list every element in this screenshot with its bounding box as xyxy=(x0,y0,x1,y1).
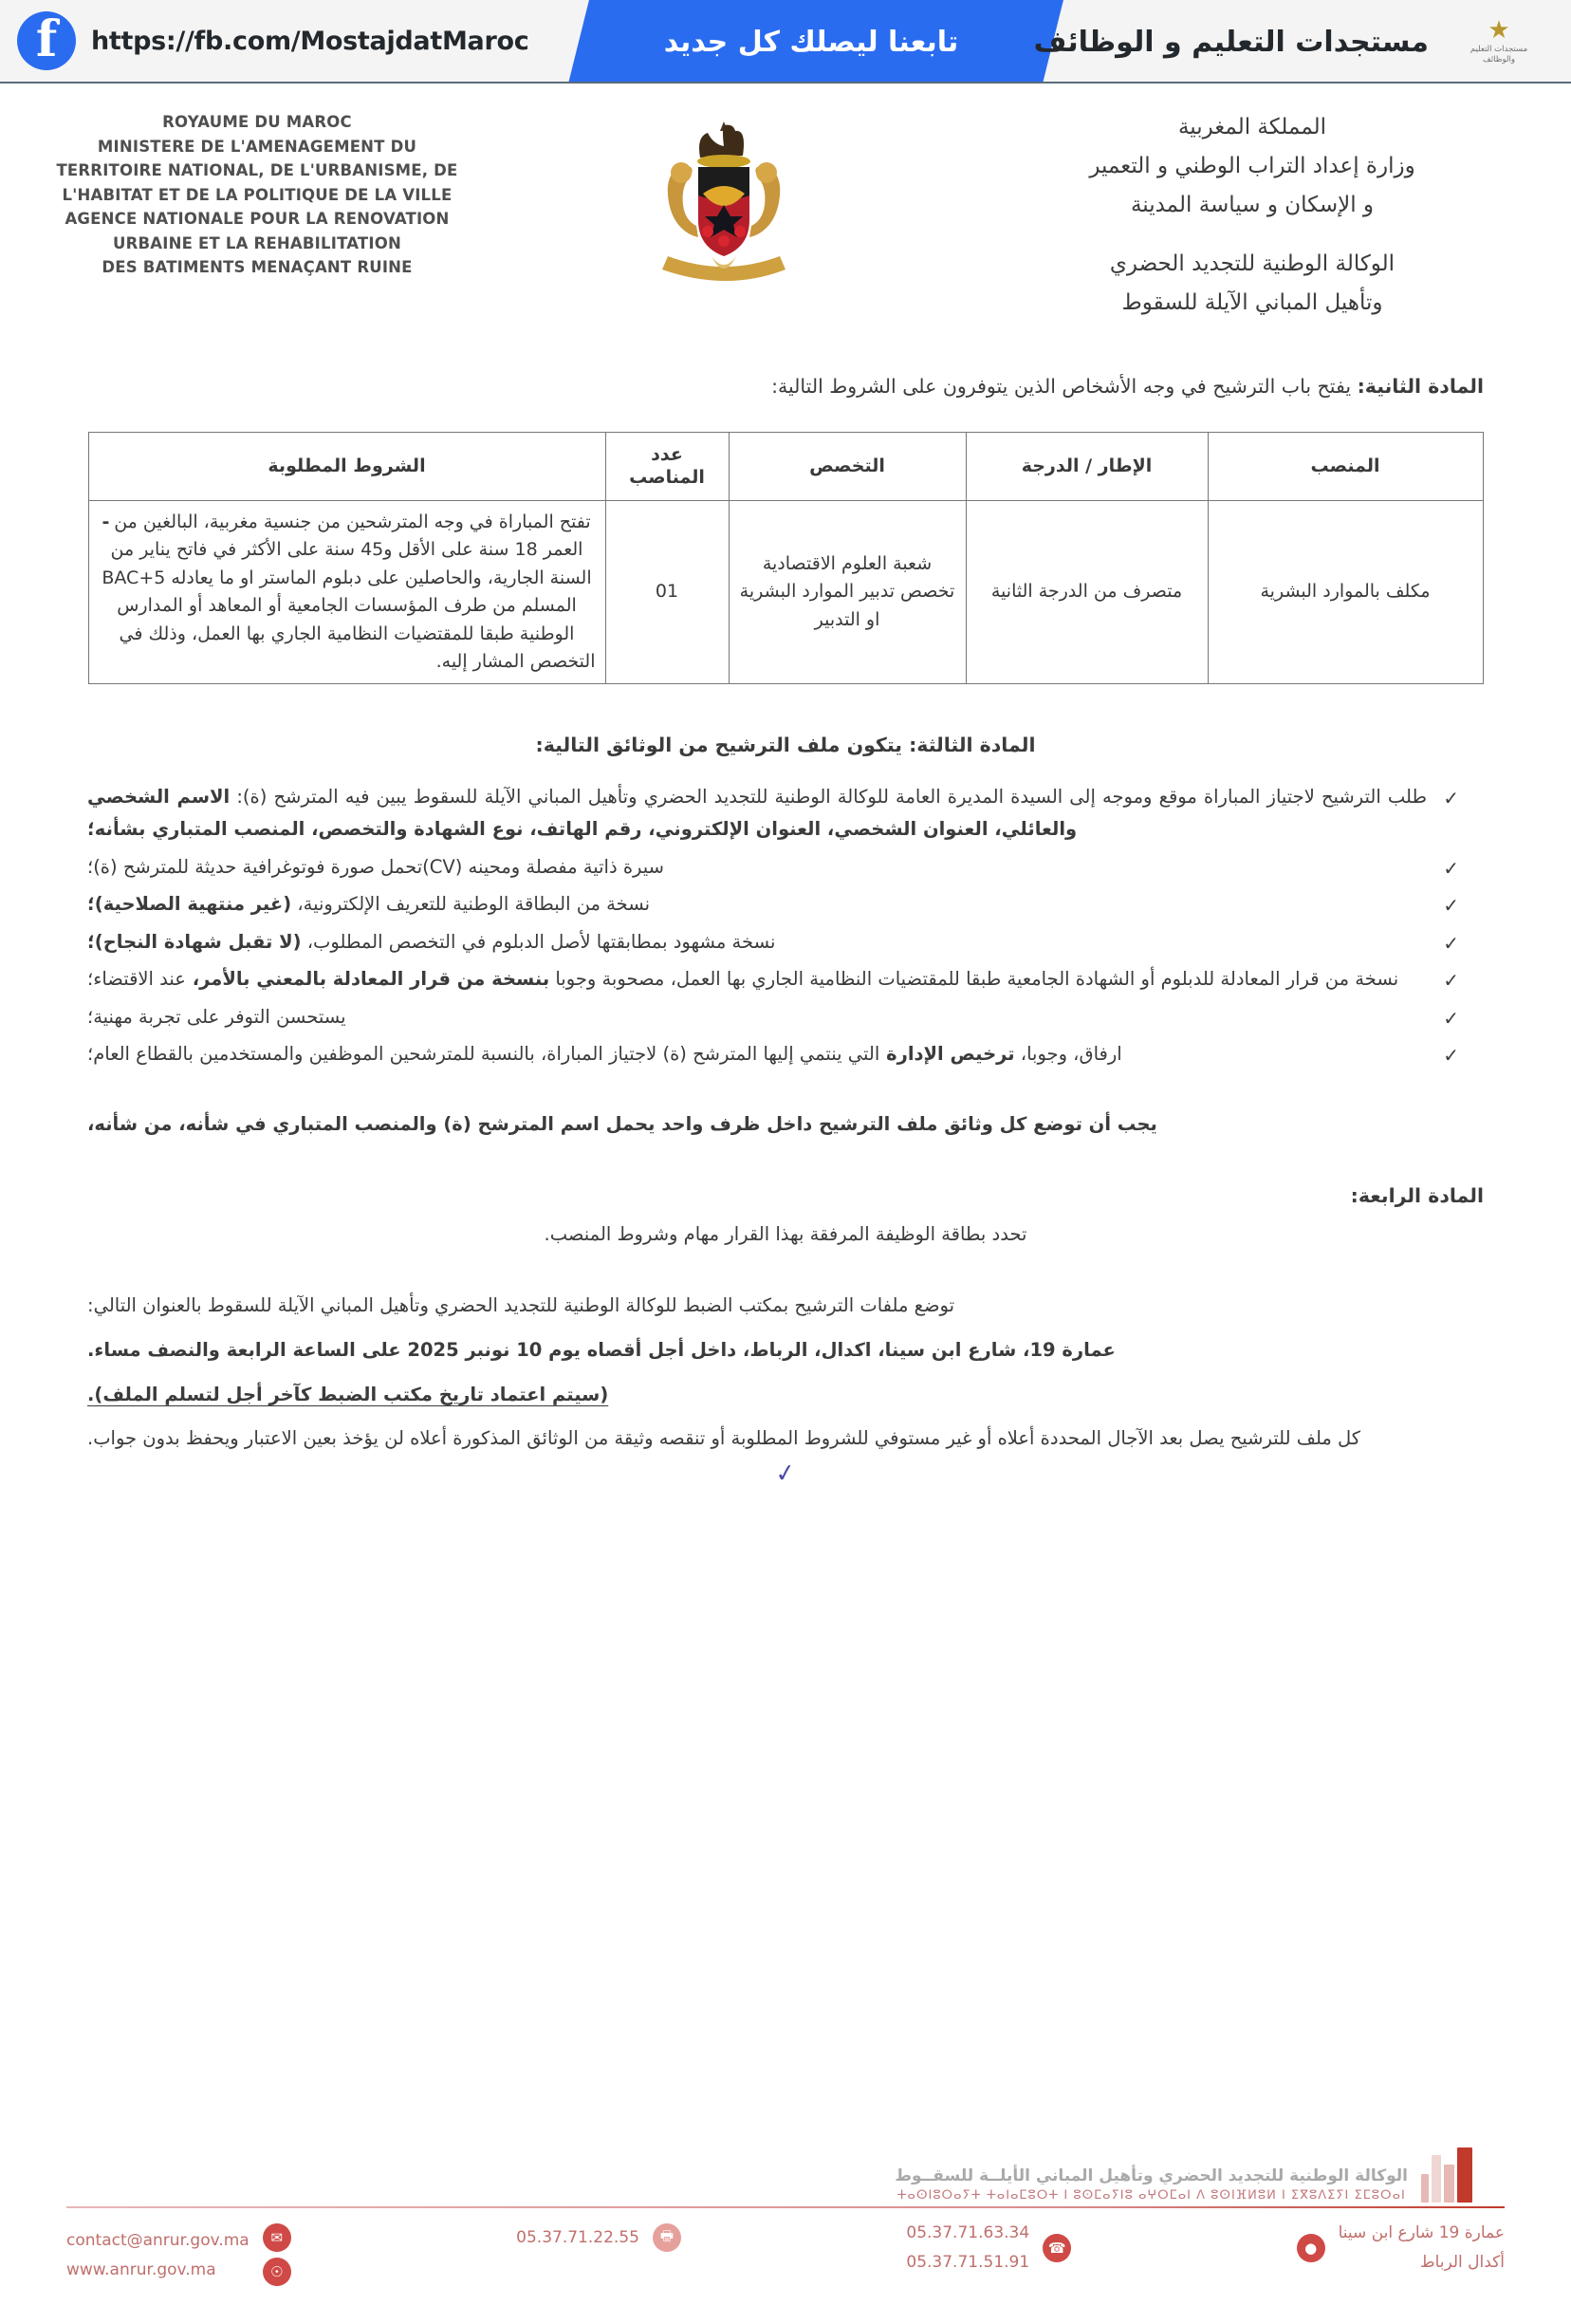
th-conditions: الشروط المطلوبة xyxy=(88,432,605,500)
doc-item-bold: (غير منتهية الصلاحية)؛ xyxy=(87,893,292,916)
morocco-coat-of-arms-emblem xyxy=(615,110,833,294)
letterhead xyxy=(0,84,1571,325)
envelope-icon: ✉ xyxy=(263,2223,291,2252)
footer-phone-block xyxy=(906,2223,1071,2272)
doc-item-thin: نسخة من قرار المعادلة للدبلوم أو الشهادة الجامعية طبقا للمقتضيات النظامية الجاري بها العمل، مصحوبة وجوبا xyxy=(549,968,1399,991)
footer-website[interactable]: www.anrur.gov.ma xyxy=(66,2259,216,2279)
footer-agency-arabic: الوكالة الوطنية للتجديد الحضري وتأهيل المباني الأيلــة للسقــوط xyxy=(895,2166,1408,2185)
lh-ar-agency-line: الوكالة الوطنية للتجديد الحضري xyxy=(1109,251,1395,277)
article-4-text: تحدد بطاقة الوظيفة المرفقة بهذا القرار مهام وشروط المنصب. xyxy=(544,1223,1027,1246)
doc-item-thin-2: عند الاقتضاء؛ xyxy=(87,968,186,991)
article-3-heading xyxy=(87,734,1484,756)
doc-item-thin: ارفاق، وجوبا، xyxy=(1014,1043,1122,1066)
document-page xyxy=(0,84,1571,1488)
footer-fax-block xyxy=(516,2223,681,2252)
doc-item-thin: نسخة مشهود بمطابقتها لأصل الدبلوم في التخصص المطلوب، xyxy=(301,930,776,953)
lh-ar-ministry-line: و الإسكان و سياسة المدينة xyxy=(1130,192,1375,217)
doc-item-bold: الاسم الشخصي والعائلي، العنوان الشخصي، العنوان الإلكتروني، رقم الهاتف، نوع الشهادة والتخصص، المنصب المتباري بشأنه؛ xyxy=(87,786,1078,840)
article-3-text: يتكون ملف الترشيح من الوثائق التالية: xyxy=(535,734,910,757)
list-item xyxy=(87,963,1459,995)
doc-item-thin: نسخة من البطاقة الوطنية للتعريف الإلكترونية، xyxy=(291,893,651,916)
th-grade: الإطار / الدرجة xyxy=(966,432,1208,500)
th-specialite: التخصص xyxy=(729,432,966,500)
lh-fr-line: TERRITOIRE NATIONAL, DE L'URBANISME, DE xyxy=(56,161,458,180)
globe-icon: ☉ xyxy=(263,2258,291,2286)
envelope-note: يجب أن توضع كل وثائق ملف الترشيح داخل ظرف واحد يحمل اسم المترشح (ة) والمنصب المتباري في شأنه، من شأنه، xyxy=(87,1112,1157,1135)
lh-fr-line: URBAINE ET LA REHABILITATION xyxy=(113,233,401,252)
facebook-icon[interactable] xyxy=(17,11,76,70)
fax-icon: 🖶 xyxy=(653,2223,681,2252)
footer-fax: 05.37.71.22.55 xyxy=(516,2228,639,2247)
list-item xyxy=(87,888,1459,920)
crest-icon: ★ xyxy=(1488,16,1510,46)
footer-phone-lines xyxy=(906,2223,1029,2272)
coat-of-arms-icon xyxy=(643,114,804,294)
doc-item-thin: سيرة ذاتية مفصلة ومحينه (CV)تحمل صورة فوتوغرافية حديثة للمترشح (ة)؛ xyxy=(87,855,665,878)
doc-item-thin: طلب الترشيح لاجتياز المباراة موقع وموجه إلى السيدة المديرة العامة للوكالة الوطنية للتجديد الحضري وتأهيل المباني الآيلة للسقوط يبين فيه المترشح (ة): xyxy=(230,786,1427,809)
cell-poste: مكلف بالموارد البشرية xyxy=(1208,500,1483,684)
footer-agency-block xyxy=(895,2166,1408,2203)
phone-icon: ☎ xyxy=(1043,2234,1071,2262)
footer-agency-tifinagh: ⵜⴰⵙⵏⵓⵔⴰⵢⵜ ⵜⴰⵏⴰⵎⵓⵔⵜ ⵏ ⵓⵙⵎⴰⵢⵏⵓ ⴰⵖⵔⵎⴰⵏ ⴷ ⵓⵙⵏⴼⵍⵓⵍ ⵏ ⵉⴳⵓⴷⵉⵢⵏ ⵉⵎⵓⵔⴰⵏ xyxy=(896,2188,1406,2203)
th-poste: المنصب xyxy=(1208,432,1483,500)
banner-facebook-block[interactable] xyxy=(0,11,528,70)
footer-email[interactable]: contact@anrur.gov.ma xyxy=(66,2230,250,2250)
footer-phone-2: 05.37.71.51.91 xyxy=(906,2253,1030,2272)
lh-fr-line: DES BATIMENTS MENAÇANT RUINE xyxy=(102,258,413,277)
footer-contact-row xyxy=(66,2223,1505,2286)
banner-logo xyxy=(1446,4,1552,80)
th-nombre: عدد المناصب xyxy=(605,432,729,500)
lh-fr-line: MINISTERE DE L'AMENAGEMENT DU xyxy=(97,137,417,156)
positions-table xyxy=(88,432,1484,685)
list-item xyxy=(87,1001,1459,1033)
promo-banner xyxy=(0,0,1571,84)
article-2-text: يفتح باب الترشيح في وجه الأشخاص الذين يتوفرون على الشروط التالية: xyxy=(771,374,1358,398)
banner-brand-name: مستجدات التعليم و الوظائف xyxy=(1033,25,1429,59)
letterhead-arabic xyxy=(968,110,1537,325)
doc-item-thin: يستحسن التوفر على تجربة مهنية؛ xyxy=(87,1005,346,1028)
footer-fax-lines xyxy=(516,2228,639,2247)
cell-nombre: 01 xyxy=(605,500,729,684)
table-row xyxy=(88,500,1483,684)
submission-line-2: عمارة 19، شارع ابن سينا، اكدال، الرباط، داخل أجل أقصاه يوم 10 نونبر 2025 على الساعة الرابعة والنصف مساء. xyxy=(87,1338,1116,1361)
footer-address-block xyxy=(1297,2223,1505,2272)
conditions-dash: - xyxy=(102,511,110,532)
lh-ar-ministry-line: وزارة إعداد التراب الوطني و التعمير xyxy=(1089,153,1415,178)
doc-item-bold: ترخيص الإدارة xyxy=(879,1043,1015,1066)
footer-address-1: عمارة 19 شارع ابن سينا xyxy=(1338,2223,1505,2242)
lh-ar-agency-line: وتأهيل المباني الآيلة للسقوط xyxy=(1121,290,1383,316)
lh-fr-line: AGENCE NATIONALE POUR LA RENOVATION xyxy=(65,210,450,229)
footer-phone-1: 05.37.71.63.34 xyxy=(906,2223,1030,2242)
lh-fr-line: L'HABITAT ET DE LA POLITIQUE DE LA VILLE xyxy=(62,185,453,204)
footer-divider xyxy=(66,2206,1505,2208)
submission-deadline-emphasis: (سيتم اعتماد تاريخ مكتب الضبط كآخر أجل لتسلم الملف). xyxy=(87,1383,609,1405)
list-item xyxy=(87,781,1459,845)
anrur-logo-icon xyxy=(1421,2144,1505,2203)
banner-logo-label: مستجدات التعليم والوظائف xyxy=(1469,45,1528,65)
signature-scribble-icon: ✓ xyxy=(773,1458,798,1490)
page-footer xyxy=(0,2144,1571,2324)
footer-address-lines xyxy=(1339,2223,1505,2272)
required-documents-list xyxy=(87,781,1484,1069)
article-2-heading xyxy=(87,370,1484,403)
article-4-label: المادة الرابعة: xyxy=(1350,1184,1484,1208)
submission-line-1: توضع ملفات الترشيح بمكتب الضبط للوكالة الوطنية للتجديد الحضري وتأهيل المباني الآيلة للسقوط بالعنوان التالي: xyxy=(87,1294,955,1317)
footer-identity xyxy=(66,2144,1505,2206)
article-3-label: المادة الثالثة: xyxy=(909,734,1036,757)
footer-address-2: أكدال الرباط xyxy=(1419,2253,1505,2272)
footer-web-lines xyxy=(66,2231,250,2279)
submission-tail: كل ملف للترشيح يصل بعد الآجال المحددة أعلاه أو غير مستوفي للشروط المطلوبة أو تنقصه وثيقة من الوثائق المذكورة أعلاه لن يؤخذ بعين الاعتبار ويحفظ بدون جواب. xyxy=(87,1427,1361,1450)
lh-ar-kingdom: المملكة المغربية xyxy=(1177,115,1327,139)
map-pin-icon: ● xyxy=(1297,2234,1325,2262)
table-header-row xyxy=(88,432,1483,500)
footer-web-block xyxy=(66,2223,291,2286)
list-item xyxy=(87,851,1459,883)
document-content xyxy=(0,370,1571,1488)
banner-slogan: تابعنا ليصلك كل جديد xyxy=(663,25,959,59)
list-item xyxy=(87,926,1459,958)
conditions-text: تفتح المباراة في وجه المترشحين من جنسية مغربية، البالغين من العمر 18 سنة على الأقل و45 سنة على الأكثر في فاتح يناير من السنة الجارية، والحاصلين على دبلوم الماستر او ما يعادله BAC+5 المسلم من طرف المؤسسات الجامعية أو المعاهد أو المدارس الوطنية طبقا للمقتضيات النظامية الجاري بها العمل، وذلك في التخصص المشار إليه. xyxy=(102,511,596,673)
list-item xyxy=(87,1038,1459,1070)
cell-grade: متصرف من الدرجة الثانية xyxy=(966,500,1208,684)
doc-item-thin-2: التي ينتمي إليها المترشح (ة) لاجتياز المباراة، بالنسبة للمترشحين الموظفين والمستخدمين بالقطاع العام؛ xyxy=(87,1043,880,1066)
doc-item-bold: (لا تقبل شهادة النجاح)؛ xyxy=(87,930,302,953)
facebook-url[interactable]: https://fb.com/MostajdatMaroc xyxy=(91,26,529,56)
letterhead-french xyxy=(34,110,480,280)
article-2-label: المادة الثانية: xyxy=(1357,374,1484,398)
cell-conditions xyxy=(88,500,605,684)
doc-item-bold: بنسخة من قرار المعادلة بالمعني بالأمر، xyxy=(185,968,550,991)
lh-fr-line: ROYAUME DU MAROC xyxy=(162,113,352,131)
cell-specialite: شعبة العلوم الاقتصادية تخصص تدبير الموارد البشرية او التدبير xyxy=(729,500,966,684)
